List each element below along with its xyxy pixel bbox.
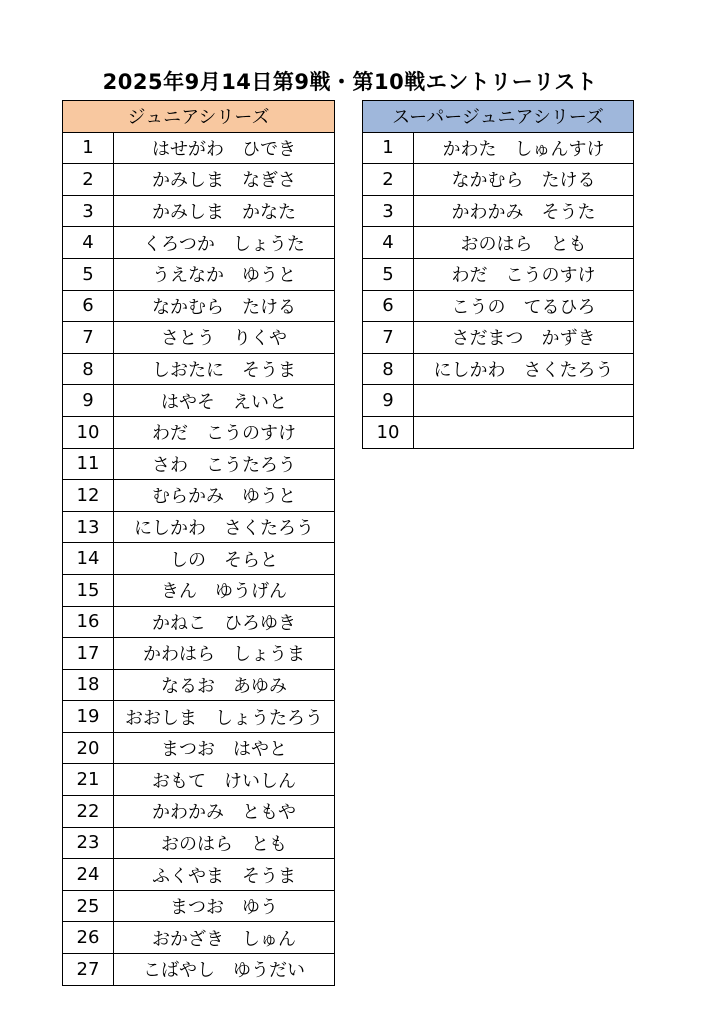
- super-junior-entry-name: さだまつ かずき: [414, 322, 634, 354]
- junior-entry-name: こばやし ゆうだい: [114, 954, 335, 986]
- junior-entry-name: はやそ えいと: [114, 385, 335, 417]
- junior-entry-name: なかむら たける: [114, 290, 335, 322]
- junior-entry-number: 25: [63, 890, 114, 922]
- junior-entry-name: うえなか ゆうと: [114, 258, 335, 290]
- junior-entry-name: かみしま なぎさ: [114, 164, 335, 196]
- junior-series-table: [62, 100, 335, 986]
- super-junior-entry-row: [363, 227, 634, 259]
- junior-entry-number: 15: [63, 574, 114, 606]
- junior-entry-row: [63, 258, 335, 290]
- junior-entry-number: 18: [63, 669, 114, 701]
- junior-entry-row: [63, 701, 335, 733]
- junior-entry-name: ふくやま そうま: [114, 859, 335, 891]
- junior-header-row: [63, 101, 335, 133]
- junior-entry-number: 27: [63, 954, 114, 986]
- junior-entry-name: まつお ゆう: [114, 890, 335, 922]
- super-junior-header-row: [363, 101, 634, 133]
- junior-entry-row: [63, 385, 335, 417]
- junior-entry-row: [63, 195, 335, 227]
- junior-entry-row: [63, 827, 335, 859]
- junior-entry-row: [63, 164, 335, 196]
- junior-entry-name: なるお あゆみ: [114, 669, 335, 701]
- super-junior-entry-name: かわかみ そうた: [414, 195, 634, 227]
- junior-entry-row: [63, 890, 335, 922]
- junior-entry-number: 6: [63, 290, 114, 322]
- junior-series-header: ジュニアシリーズ: [63, 101, 335, 133]
- junior-entry-name: くろつか しょうた: [114, 227, 335, 259]
- junior-entry-row: [63, 132, 335, 164]
- super-junior-entry-number: 3: [363, 195, 414, 227]
- junior-entry-number: 26: [63, 922, 114, 954]
- super-junior-entry-number: 6: [363, 290, 414, 322]
- super-junior-entry-row: [363, 164, 634, 196]
- junior-entry-name: おのはら とも: [114, 827, 335, 859]
- super-junior-entry-name: おのはら とも: [414, 227, 634, 259]
- junior-entry-name: かわはら しょうま: [114, 638, 335, 670]
- super-junior-entry-name: こうの てるひろ: [414, 290, 634, 322]
- super-junior-entry-number: 2: [363, 164, 414, 196]
- junior-entry-name: しの そらと: [114, 543, 335, 575]
- junior-entry-number: 10: [63, 416, 114, 448]
- junior-entry-number: 16: [63, 606, 114, 638]
- junior-entry-name: にしかわ さくたろう: [114, 511, 335, 543]
- junior-entry-row: [63, 227, 335, 259]
- junior-entry-name: きん ゆうげん: [114, 574, 335, 606]
- junior-entry-row: [63, 322, 335, 354]
- junior-entry-row: [63, 574, 335, 606]
- junior-entry-row: [63, 290, 335, 322]
- junior-entry-name: はせがわ ひでき: [114, 132, 335, 164]
- junior-entry-row: [63, 511, 335, 543]
- junior-entry-name: かわかみ ともや: [114, 796, 335, 828]
- junior-entry-number: 11: [63, 448, 114, 480]
- junior-entry-row: [63, 764, 335, 796]
- junior-entry-name: かねこ ひろゆき: [114, 606, 335, 638]
- junior-entry-number: 13: [63, 511, 114, 543]
- junior-entry-row: [63, 543, 335, 575]
- super-junior-series-header: スーパージュニアシリーズ: [363, 101, 634, 133]
- junior-entry-number: 19: [63, 701, 114, 733]
- super-junior-entry-name: [414, 416, 634, 448]
- junior-entry-number: 5: [63, 258, 114, 290]
- junior-entry-name: おもて けいしん: [114, 764, 335, 796]
- super-junior-entry-row: [363, 290, 634, 322]
- junior-entry-number: 1: [63, 132, 114, 164]
- super-junior-entry-number: 7: [363, 322, 414, 354]
- super-junior-entry-name: なかむら たける: [414, 164, 634, 196]
- junior-entry-number: 20: [63, 732, 114, 764]
- junior-entry-name: わだ こうのすけ: [114, 416, 335, 448]
- super-junior-entry-row: [363, 322, 634, 354]
- super-junior-entry-row: [363, 353, 634, 385]
- super-junior-entry-number: 9: [363, 385, 414, 417]
- junior-series-rows: [63, 132, 335, 985]
- junior-entry-row: [63, 448, 335, 480]
- junior-entry-number: 9: [63, 385, 114, 417]
- junior-entry-name: かみしま かなた: [114, 195, 335, 227]
- junior-entry-row: [63, 922, 335, 954]
- super-junior-entry-number: 1: [363, 132, 414, 164]
- junior-entry-number: 2: [63, 164, 114, 196]
- junior-entry-name: おかざき しゅん: [114, 922, 335, 954]
- junior-entry-row: [63, 416, 335, 448]
- super-junior-entry-number: 5: [363, 258, 414, 290]
- junior-entry-number: 12: [63, 480, 114, 512]
- junior-entry-row: [63, 859, 335, 891]
- junior-entry-number: 17: [63, 638, 114, 670]
- page-title: 2025年9月14日第9戦・第10戦エントリーリスト: [102, 70, 598, 94]
- junior-entry-row: [63, 669, 335, 701]
- junior-entry-name: おおしま しょうたろう: [114, 701, 335, 733]
- junior-entry-row: [63, 954, 335, 986]
- junior-entry-name: さわ こうたろう: [114, 448, 335, 480]
- super-junior-entry-number: 10: [363, 416, 414, 448]
- junior-entry-number: 23: [63, 827, 114, 859]
- junior-entry-number: 4: [63, 227, 114, 259]
- junior-entry-number: 14: [63, 543, 114, 575]
- junior-entry-number: 8: [63, 353, 114, 385]
- junior-entry-row: [63, 638, 335, 670]
- junior-entry-number: 3: [63, 195, 114, 227]
- super-junior-entry-name: わだ こうのすけ: [414, 258, 634, 290]
- super-junior-entry-row: [363, 385, 634, 417]
- super-junior-entry-name: [414, 385, 634, 417]
- junior-entry-number: 7: [63, 322, 114, 354]
- super-junior-series-rows: [363, 132, 634, 448]
- junior-entry-row: [63, 732, 335, 764]
- junior-entry-name: しおたに そうま: [114, 353, 335, 385]
- super-junior-entry-row: [363, 132, 634, 164]
- junior-entry-row: [63, 796, 335, 828]
- super-junior-entry-row: [363, 258, 634, 290]
- super-junior-entry-number: 8: [363, 353, 414, 385]
- junior-entry-row: [63, 353, 335, 385]
- junior-entry-row: [63, 480, 335, 512]
- super-junior-entry-name: かわた しゅんすけ: [414, 132, 634, 164]
- junior-entry-name: むらかみ ゆうと: [114, 480, 335, 512]
- junior-entry-name: さとう りくや: [114, 322, 335, 354]
- junior-entry-number: 22: [63, 796, 114, 828]
- super-junior-entry-row: [363, 416, 634, 448]
- junior-entry-number: 21: [63, 764, 114, 796]
- super-junior-series-table: [362, 100, 634, 449]
- junior-entry-row: [63, 606, 335, 638]
- super-junior-entry-name: にしかわ さくたろう: [414, 353, 634, 385]
- super-junior-entry-number: 4: [363, 227, 414, 259]
- junior-entry-name: まつお はやと: [114, 732, 335, 764]
- super-junior-entry-row: [363, 195, 634, 227]
- junior-entry-number: 24: [63, 859, 114, 891]
